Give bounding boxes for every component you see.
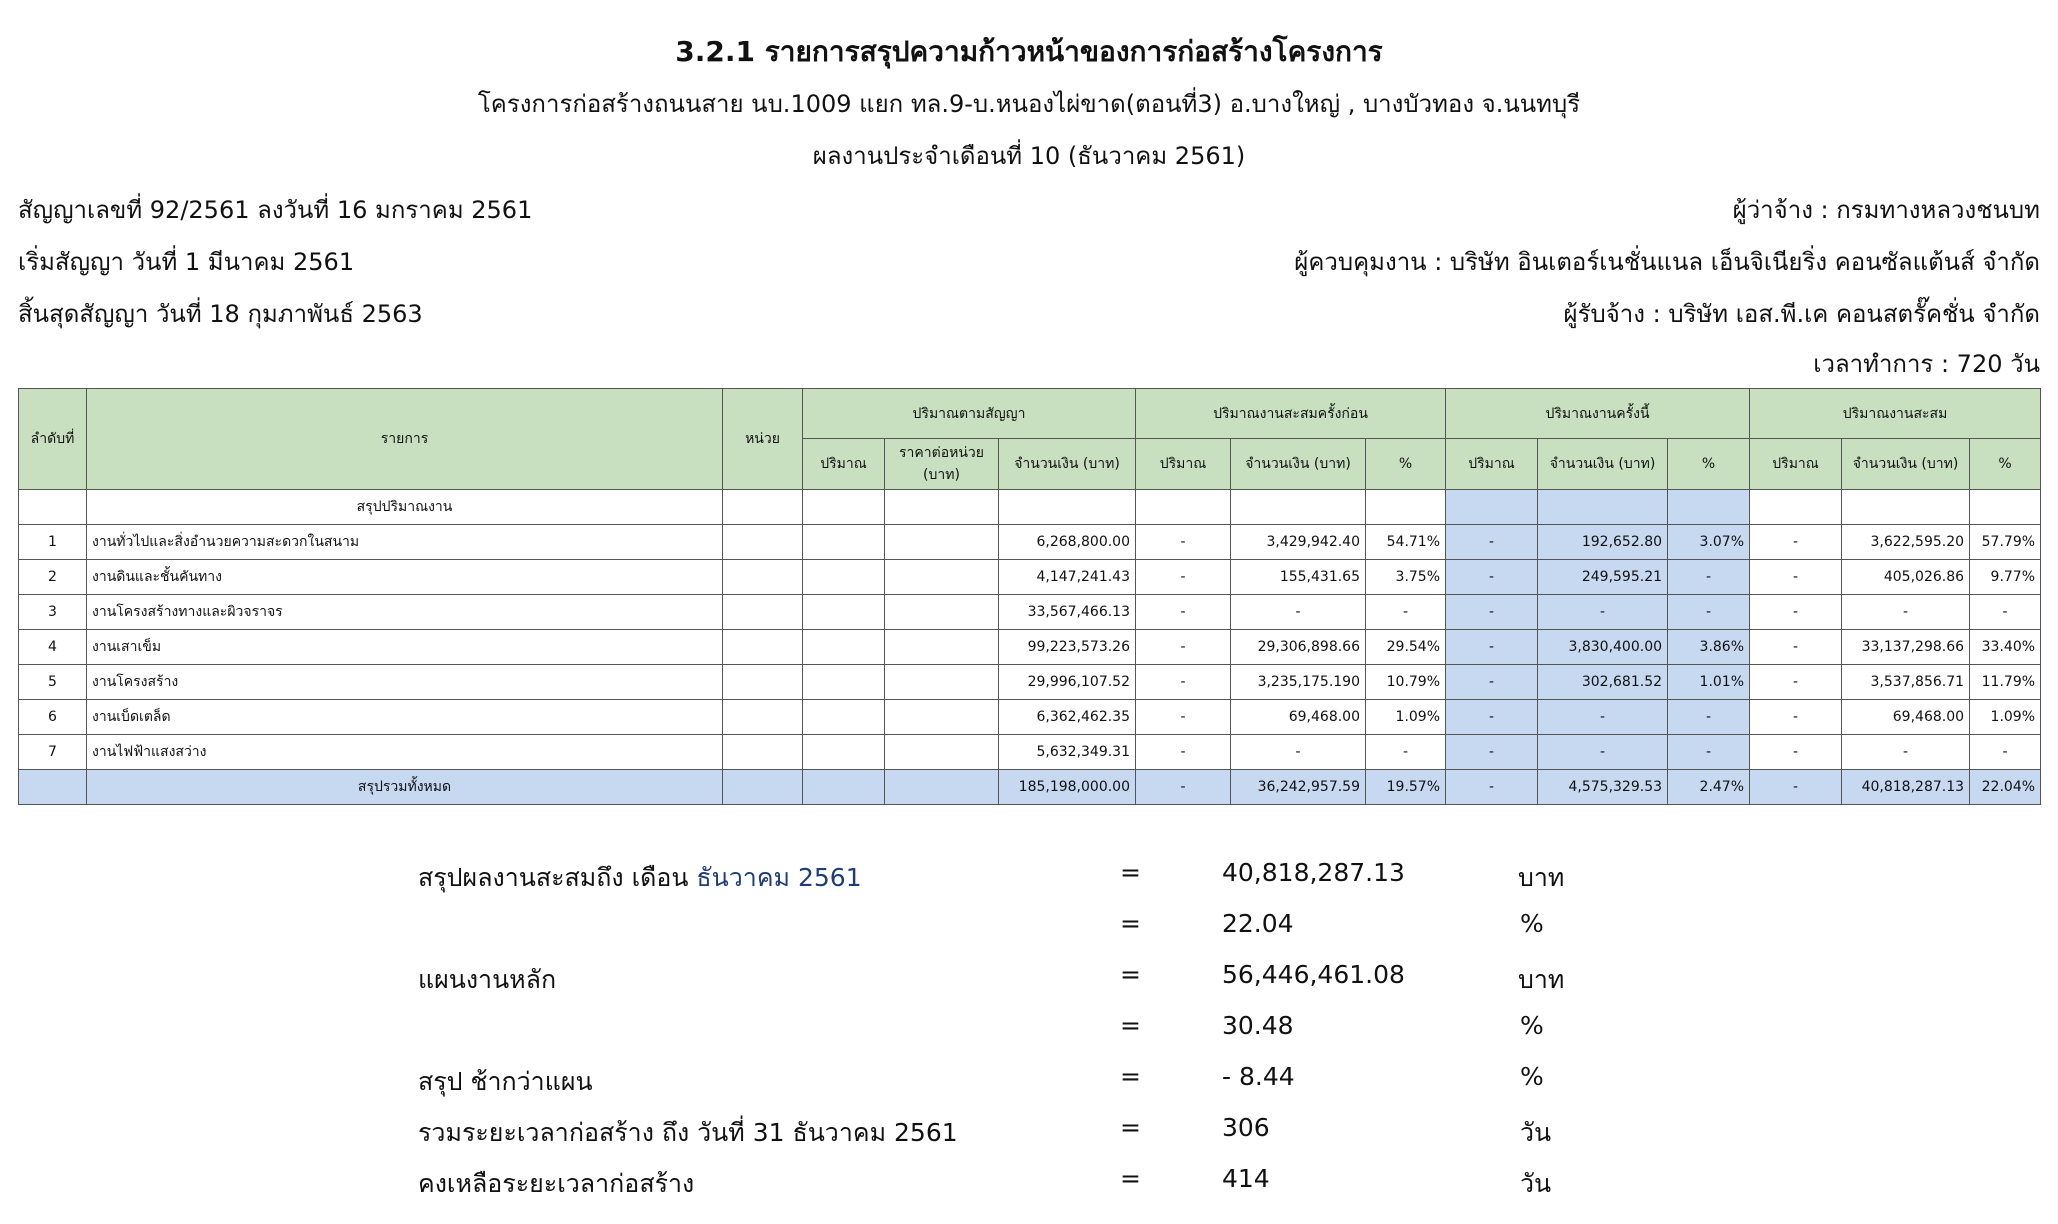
prev-qty: -: [1136, 560, 1231, 595]
day-unit: วัน: [1520, 1118, 1552, 1147]
prev-qty: -: [1136, 700, 1231, 735]
header-amount: จำนวนเงิน (บาท): [1538, 439, 1668, 490]
this-amount: 3,830,400.00: [1538, 630, 1668, 665]
prev-pct: -: [1366, 735, 1446, 770]
cumulative-label: [418, 858, 862, 898]
header-group-previous: ปริมาณงานสะสมครั้งก่อน: [1136, 389, 1446, 439]
cum-pct: 1.09%: [1970, 700, 2041, 735]
header-group-contract: ปริมาณตามสัญญา: [803, 389, 1136, 439]
this-pct: -: [1668, 735, 1750, 770]
contract-amount: 6,268,800.00: [999, 525, 1136, 560]
cum-qty: -: [1750, 560, 1842, 595]
total-prev-qty: -: [1136, 770, 1231, 805]
plan-label: แผนงานหลัก: [418, 965, 557, 994]
this-qty: -: [1446, 560, 1538, 595]
table-row: [19, 735, 2041, 770]
cum-qty: -: [1750, 700, 1842, 735]
contract-amount: 4,147,241.43: [999, 560, 1136, 595]
prev-amount: 69,468.00: [1231, 700, 1366, 735]
total-prev-pct: 19.57%: [1366, 770, 1446, 805]
plan-value: 56,446,461.08: [1222, 960, 1405, 989]
contractor: ผู้รับจ้าง : บริษัท เอส.พี.เค คอนสตรั๊คชั่น จำกัด: [1563, 300, 2040, 328]
plan-pct: 30.48: [1222, 1011, 1294, 1040]
cum-pct: 57.79%: [1970, 525, 2041, 560]
total-cum-qty: -: [1750, 770, 1842, 805]
report-month: ผลงานประจำเดือนที่ 10 (ธันวาคม 2561): [812, 142, 1246, 170]
cum-pct: 33.40%: [1970, 630, 2041, 665]
prev-amount: 29,306,898.66: [1231, 630, 1366, 665]
contract-start: เริ่มสัญญา วันที่ 1 มีนาคม 2561: [18, 248, 355, 276]
cumulative-pct: 22.04: [1222, 909, 1294, 938]
contract-amount: 99,223,573.26: [999, 630, 1136, 665]
cum-qty: -: [1750, 735, 1842, 770]
this-pct: 3.07%: [1668, 525, 1750, 560]
prev-qty: -: [1136, 525, 1231, 560]
header-amount: จำนวนเงิน (บาท): [1842, 439, 1970, 490]
prev-amount: 155,431.65: [1231, 560, 1366, 595]
row-item: งานโครงสร้าง: [87, 665, 723, 700]
report-title: 3.2.1 รายการสรุปความก้าวหน้าของการก่อสร้างโครงการ: [675, 35, 1383, 68]
remaining-value: 414: [1222, 1164, 1270, 1193]
section-row: [19, 490, 2041, 525]
row-item: งานไฟฟ้าแสงสว่าง: [87, 735, 723, 770]
total-this-qty: -: [1446, 770, 1538, 805]
cum-amount: -: [1842, 595, 1970, 630]
working-duration: เวลาทำการ : 720 วัน: [1813, 350, 2040, 378]
contract-number: สัญญาเลขที่ 92/2561 ลงวันที่ 16 มกราคม 2561: [18, 196, 533, 224]
prev-pct: 29.54%: [1366, 630, 1446, 665]
table-row: [19, 560, 2041, 595]
header-pct: %: [1668, 439, 1750, 490]
this-pct: 1.01%: [1668, 665, 1750, 700]
this-amount: 302,681.52: [1538, 665, 1668, 700]
cum-pct: 11.79%: [1970, 665, 2041, 700]
prev-qty: -: [1136, 665, 1231, 700]
progress-table: [18, 388, 2041, 805]
behind-plan-label: สรุป ช้ากว่าแผน: [418, 1067, 593, 1096]
row-no: 6: [19, 700, 87, 735]
cum-pct: -: [1970, 595, 2041, 630]
day-unit: วัน: [1520, 1169, 1552, 1198]
total-cum-amount: 40,818,287.13: [1842, 770, 1970, 805]
row-item: งานดินและชั้นคันทาง: [87, 560, 723, 595]
this-amount: -: [1538, 735, 1668, 770]
pct-unit: %: [1520, 909, 1544, 938]
this-qty: -: [1446, 525, 1538, 560]
supervisor: ผู้ควบคุมงาน : บริษัท อินเตอร์เนชั่นแนล เอ็นจิเนียริ่ง คอนซัลแต้นส์ จำกัด: [1294, 248, 2040, 276]
equals-sign: =: [1120, 909, 1141, 938]
total-cum-pct: 22.04%: [1970, 770, 2041, 805]
contract-amount: 5,632,349.31: [999, 735, 1136, 770]
contract-amount: 6,362,462.35: [999, 700, 1136, 735]
prev-pct: 3.75%: [1366, 560, 1446, 595]
header-amount: จำนวนเงิน (บาท): [1231, 439, 1366, 490]
cum-qty: -: [1750, 595, 1842, 630]
header-amount: จำนวนเงิน (บาท): [999, 439, 1136, 490]
row-no: 1: [19, 525, 87, 560]
behind-plan-value: - 8.44: [1222, 1062, 1295, 1091]
equals-sign: =: [1120, 858, 1141, 887]
equals-sign: =: [1120, 1062, 1141, 1091]
prev-amount: -: [1231, 735, 1366, 770]
prev-qty: -: [1136, 735, 1231, 770]
section-label: สรุปปริมาณงาน: [87, 490, 723, 525]
cum-amount: 69,468.00: [1842, 700, 1970, 735]
this-amount: -: [1538, 700, 1668, 735]
prev-pct: 54.71%: [1366, 525, 1446, 560]
total-contract-amount: 185,198,000.00: [999, 770, 1136, 805]
cum-amount: 3,537,856.71: [1842, 665, 1970, 700]
elapsed-label: รวมระยะเวลาก่อสร้าง ถึง วันที่ 31 ธันวาคม 2561: [418, 1118, 958, 1147]
contract-amount: 29,996,107.52: [999, 665, 1136, 700]
row-item: งานทั่วไปและสิ่งอำนวยความสะดวกในสนาม: [87, 525, 723, 560]
this-pct: -: [1668, 595, 1750, 630]
prev-amount: 3,429,942.40: [1231, 525, 1366, 560]
equals-sign: =: [1120, 1011, 1141, 1040]
prev-qty: -: [1136, 595, 1231, 630]
prev-pct: 1.09%: [1366, 700, 1446, 735]
table-row: [19, 525, 2041, 560]
prev-amount: 3,235,175.190: [1231, 665, 1366, 700]
header-qty: ปริมาณ: [1136, 439, 1231, 490]
total-prev-amount: 36,242,957.59: [1231, 770, 1366, 805]
cum-pct: 9.77%: [1970, 560, 2041, 595]
elapsed-value: 306: [1222, 1113, 1270, 1142]
equals-sign: =: [1120, 1164, 1141, 1193]
cum-qty: -: [1750, 630, 1842, 665]
cum-amount: 33,137,298.66: [1842, 630, 1970, 665]
this-amount: 249,595.21: [1538, 560, 1668, 595]
this-amount: -: [1538, 595, 1668, 630]
total-this-amount: 4,575,329.53: [1538, 770, 1668, 805]
row-no: 7: [19, 735, 87, 770]
cum-amount: 3,622,595.20: [1842, 525, 1970, 560]
contract-end: สิ้นสุดสัญญา วันที่ 18 กุมภาพันธ์ 2563: [18, 300, 423, 328]
pct-unit: %: [1520, 1011, 1544, 1040]
cum-qty: -: [1750, 665, 1842, 700]
row-item: งานโครงสร้างทางและผิวจราจร: [87, 595, 723, 630]
table-row: [19, 665, 2041, 700]
cumulative-label-text: สรุปผลงานสะสมถึง เดือน: [418, 863, 697, 892]
header-qty: ปริมาณ: [803, 439, 885, 490]
this-qty: -: [1446, 700, 1538, 735]
row-item: งานเสาเข็ม: [87, 630, 723, 665]
table-row: [19, 700, 2041, 735]
this-qty: -: [1446, 595, 1538, 630]
cum-qty: -: [1750, 525, 1842, 560]
row-no: 2: [19, 560, 87, 595]
header-qty: ปริมาณ: [1446, 439, 1538, 490]
row-item: งานเบ็ดเตล็ด: [87, 700, 723, 735]
prev-pct: 10.79%: [1366, 665, 1446, 700]
cum-amount: 405,026.86: [1842, 560, 1970, 595]
equals-sign: =: [1120, 960, 1141, 989]
table-row: [19, 595, 2041, 630]
this-qty: -: [1446, 735, 1538, 770]
row-no: 3: [19, 595, 87, 630]
contract-amount: 33,567,466.13: [999, 595, 1136, 630]
header-item: รายการ: [87, 389, 723, 490]
header-unit: หน่วย: [723, 389, 803, 490]
this-amount: 192,652.80: [1538, 525, 1668, 560]
cum-pct: -: [1970, 735, 2041, 770]
this-pct: -: [1668, 560, 1750, 595]
header-qty: ปริมาณ: [1750, 439, 1842, 490]
header-no: ลำดับที่: [19, 389, 87, 490]
baht-unit: บาท: [1518, 965, 1565, 994]
header-pct: %: [1970, 439, 2041, 490]
baht-unit: บาท: [1518, 863, 1565, 892]
this-qty: -: [1446, 665, 1538, 700]
header-pct: %: [1366, 439, 1446, 490]
prev-amount: -: [1231, 595, 1366, 630]
header-group-this: ปริมาณงานครั้งนี้: [1446, 389, 1750, 439]
total-this-pct: 2.47%: [1668, 770, 1750, 805]
cumulative-value: 40,818,287.13: [1222, 858, 1405, 887]
this-pct: -: [1668, 700, 1750, 735]
header-unit-price: ราคาต่อหน่วย (บาท): [885, 439, 999, 490]
table-row: [19, 630, 2041, 665]
equals-sign: =: [1120, 1113, 1141, 1142]
row-no: 4: [19, 630, 87, 665]
pct-unit: %: [1520, 1062, 1544, 1091]
row-no: 5: [19, 665, 87, 700]
this-pct: 3.86%: [1668, 630, 1750, 665]
this-qty: -: [1446, 630, 1538, 665]
prev-pct: -: [1366, 595, 1446, 630]
cum-amount: -: [1842, 735, 1970, 770]
employer: ผู้ว่าจ้าง : กรมทางหลวงชนบท: [1732, 196, 2040, 224]
total-row: [19, 770, 2041, 805]
prev-qty: -: [1136, 630, 1231, 665]
project-name: โครงการก่อสร้างถนนสาย นบ.1009 แยก ทล.9-บ.หนองไผ่ขาด(ตอนที่3) อ.บางใหญ่ , บางบัวทอง จ.นนทบุรี: [477, 90, 1581, 118]
cumulative-month: ธันวาคม 2561: [696, 863, 862, 892]
header-group-cumulative: ปริมาณงานสะสม: [1750, 389, 2041, 439]
remaining-label: คงเหลือระยะเวลาก่อสร้าง: [418, 1169, 695, 1198]
total-label: สรุปรวมทั้งหมด: [87, 770, 723, 805]
